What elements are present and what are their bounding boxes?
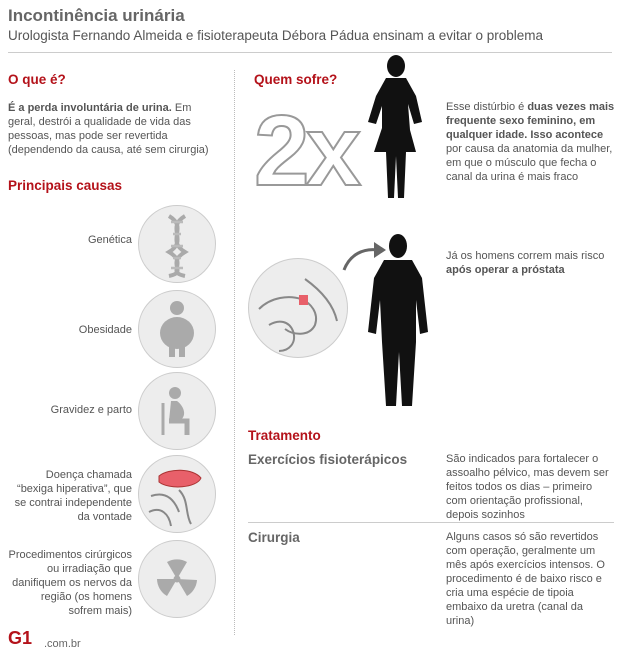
treatment-surgery-name: Cirurgia [248, 530, 300, 545]
women-text-2: por causa da anatomia da mulher, em que o músculo que fecha o canal da urina é mais fraco [446, 143, 613, 183]
infographic-subtitle: Urologista Fernando Almeida e fisioterapeuta Débora Pádua ensinam a evitar o problema [8, 28, 544, 43]
dna-icon [138, 205, 216, 283]
prostate-diagram [248, 258, 348, 358]
treatment-divider [248, 522, 614, 523]
treatment-heading: Tratamento [248, 428, 321, 443]
causes-heading: Principais causas [8, 178, 123, 193]
man-silhouette [362, 232, 434, 410]
men-description [446, 249, 606, 277]
radiation-icon [138, 540, 216, 618]
women-bold: duas vezes mais frequente sexo feminino, em qualquer idade. Isso acontece [446, 101, 615, 141]
what-is-bold: É a perda involuntária de urina. [8, 102, 172, 114]
infographic-title: Incontinência urinária [8, 6, 185, 25]
cause-label-procedures: Procedimentos cirúrgicos ou irradiação que danifiquem os nervos da região (os homens sofrem mais) [8, 549, 132, 617]
pregnant-woman-icon [138, 372, 216, 450]
woman-silhouette [360, 52, 430, 202]
header-divider [8, 52, 612, 53]
women-description [446, 100, 616, 184]
cause-label-genetics: Genética [87, 234, 132, 246]
column-divider [234, 70, 235, 635]
cause-label-obesity: Obesidade [78, 324, 132, 336]
obese-person-icon [138, 290, 216, 368]
women-text-1: Esse distúrbio é [446, 101, 528, 113]
treatment-exercises-name: Exercícios fisioterápicos [248, 452, 408, 467]
men-text-1: Já os homens correm mais risco [446, 250, 605, 262]
who-suffers-heading: Quem sofre? [254, 72, 338, 87]
cause-label-pregnancy: Gravidez e parto [50, 404, 132, 416]
what-is-rest: Em geral, destrói a qualidade de vida das pessoas, mas pode ser revertida (dependendo da causa, até sem cirurgia) [8, 102, 209, 156]
big-2x-number: 2x [254, 95, 358, 207]
cause-label-bladder: Doença chamada “bexiga hiperativa”, que se contrai independente da vontade [14, 469, 132, 523]
treatment-exercises-text: São indicados para fortalecer o assoalho pélvico, mas devem ser feitos todos os dias – primeiro com orientação profissional, depois sozinhos [446, 453, 609, 521]
g1-domain: .com.br [44, 638, 81, 650]
men-bold: após operar a próstata [446, 264, 565, 276]
what-is-heading: O que é? [8, 72, 66, 87]
bladder-icon [138, 455, 216, 533]
treatment-surgery-text: Alguns casos só são revertidos com operação, geralmente um mês após exercícios intensos. O procedimento é de baixo risco e cria uma espécie de tipoia embaixo da uretra (canal da urina) [446, 531, 605, 627]
what-is-text [8, 101, 220, 157]
g1-logo: G1 [8, 628, 33, 648]
